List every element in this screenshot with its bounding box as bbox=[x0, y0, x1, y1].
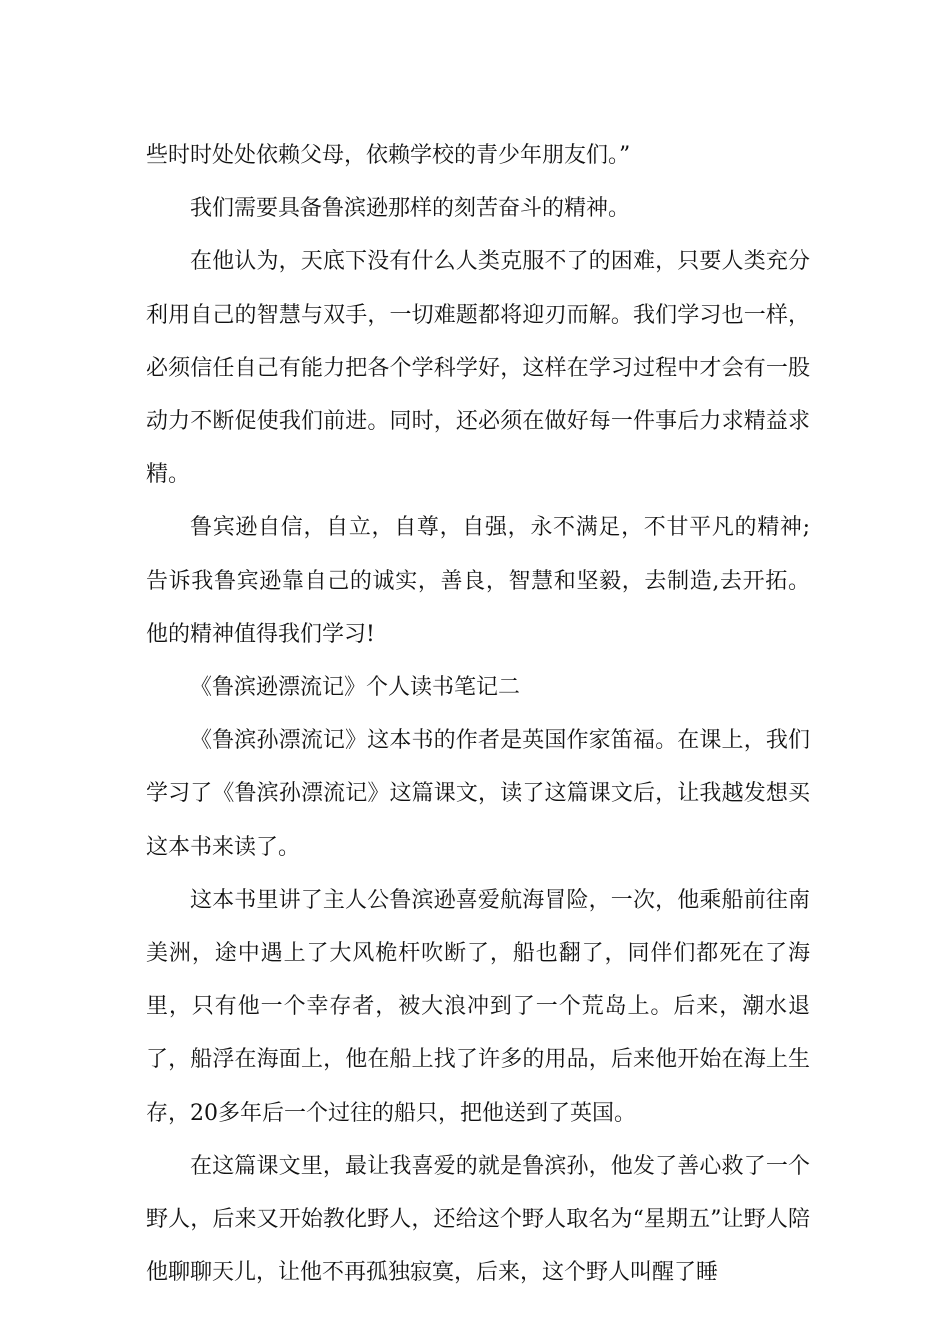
paragraph-3: 在他认为，天底下没有什么人类克服不了的困难，只要人类充分利用自己的智慧与双手，一切难题都将迎刃而解。我们学习也一样，必须信任自己有能力把各个学科学好，这样在学习过程中才会有一股动力不断促使我们前进。同时，还必须在做好每一件事后力求精益求精。 bbox=[146, 249, 810, 488]
section-heading: 《鲁滨逊漂流记》个人读书笔记二 bbox=[190, 675, 521, 701]
paragraph-5: 《鲁滨孙漂流记》这本书的作者是英国作家笛福。在课上，我们学习了《鲁滨孙漂流记》这篇课文，读了这篇课文后，让我越发想买这本书来读了。 bbox=[146, 728, 810, 860]
paragraph-1: 些时时处处依赖父母，依赖学校的青少年朋友们。” bbox=[146, 143, 631, 168]
paragraph-7: 在这篇课文里，最让我喜爱的就是鲁滨孙，他发了善心救了一个野人，后来又开始教化野人，还给这个野人取名为“星期五”让野人陪他聊聊天儿，让他不再孤独寂寞，后来，这个野人叫醒了睡 bbox=[146, 1153, 810, 1286]
paragraph-6: 这本书里讲了主人公鲁滨逊喜爱航海冒险，一次，他乘船前往南美洲，途中遇上了大风桅杆吹断了，船也翻了，同伴们都死在了海里，只有他一个幸存者，被大浪冲到了一个荒岛上。后来，潮水退了，船浮在海面上，他在船上找了许多的用品，后来他开始在海上生存，20多年后一个过往的船只，把他送到了英国。 bbox=[146, 887, 810, 1126]
paragraph-2: 我们需要具备鲁滨逊那样的刻苦奋斗的精神。 bbox=[190, 196, 631, 222]
paragraph-4: 鲁宾逊自信，自立，自尊，自强，永不满足，不甘平凡的精神;告诉我鲁宾逊靠自己的诚实，善良，智慧和坚毅，去制造,去开拓。他的精神值得我们学习! bbox=[146, 515, 810, 647]
document-body bbox=[146, 129, 810, 1299]
